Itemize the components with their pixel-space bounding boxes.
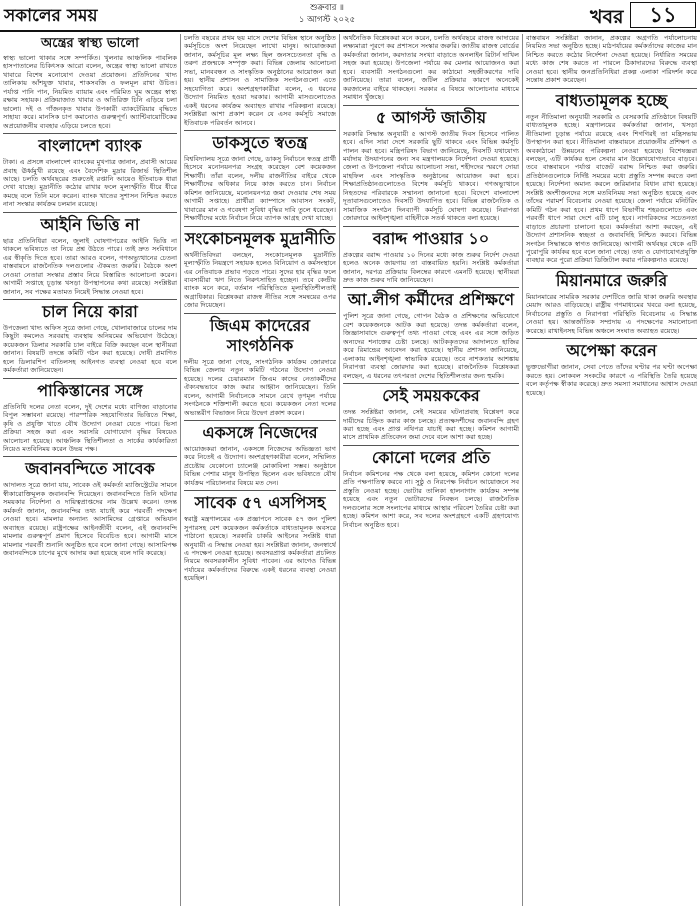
dateline (262, 2, 392, 26)
article-headline: সেই সময়ককের (343, 383, 519, 406)
page-number: ১১ (630, 2, 696, 28)
article-body: উপজেলা খাদ্য অফিস সূত্রে জানা গেছে, খোলাবাজারে চালের দাম কিছুটা কমলেও সরবরাহ ব্যবস্থায় অনিয়মের অভিযোগ উঠেছে। কয়েকজন ডিলার সরকারি চাল বাইরে বিক্রি করছেন বলে স্থানীয়রা জানান। বিষয়টি তদন্তে কমিটি গঠন করা হয়েছে। দোষী প্রমাণিত হলে ডিলারশিপ বাতিলসহ আইনগত ব্যবস্থা নেওয়া হবে বলে কর্মকর্তারা জানিয়েছেন। (3, 323, 177, 375)
article-body: প্রকল্পের বরাদ্দ পাওয়ার ১০ দিনের মধ্যে কাজ শুরুর নির্দেশ দেওয়া হলেও অনেক জায়গায় তা বাস্তবায়িত হয়নি। সংশ্লিষ্ট কর্মকর্তারা জানান, দরপত্র প্রক্রিয়ায় বিলম্বের কারণে এমনটি হয়েছে। স্থানীয়রা দ্রুত কাজ শুরুর দাবি জানিয়েছেন। (343, 250, 519, 284)
article-body: বাস্তবায়ন সংশ্লিষ্টরা জানান, প্রকল্পের অগ্রগতি পর্যালোচনায় নিয়মিত সভা অনুষ্ঠিত হচ্ছে। মাঠপর্যায়ের কর্মকর্তাদের কাজের মান নিশ্চিত করতে কঠোর নির্দেশনা দেওয়া হয়েছে। নির্ধারিত সময়ের মধ্যে কাজ শেষ করতে না পারলে ঠিকাদারদের বিরুদ্ধে ব্যবস্থা নেওয়া হবে। স্থানীয় জনপ্রতিনিধিরা প্রকল্প এলাকা পরিদর্শন করে সন্তোষ প্রকাশ করেছেন। (526, 34, 697, 85)
article-body: টাকা। এ প্রসঙ্গে বাংলাদেশ ব্যাংকের মুখপাত্র জানান, প্রবাসী আয়ের প্রবাহ ঊর্ধ্বমুখী রয়েছে এবং বৈদেশিক মুদ্রার রিজার্ভ স্থিতিশীল আছে। চলতি অর্থবছরের শুরুতেই রপ্তানি আয়েও ইতিবাচক ধারা দেখা যাচ্ছে। মুদ্রানীতি কঠোর রাখার ফলে মূল্যস্ফীতি ধীরে ধীরে কমছে বলে তিনি মনে করেন। ব্যাংক খাতের সুশাসন নিশ্চিত করতে নানা সংস্কার কার্যক্রম চলমান রয়েছে। (3, 158, 177, 209)
article-body: নির্বাচন কমিশনের পক্ষ থেকে বলা হয়েছে, কমিশন কোনো দলের প্রতি পক্ষপাতিত্ব করবে না। সুষ্ঠু ও নিরপেক্ষ নির্বাচন আয়োজনে সব প্রস্তুতি নেওয়া হচ্ছে। ভোটার তালিকা হালনাগাদ কার্যক্রম সম্পন্ন হয়েছে এবং নতুন ভোটারদের নিবন্ধন চলছে। রাজনৈতিক দলগুলোর সঙ্গে সংলাপের মাধ্যমে আস্থার পরিবেশ তৈরির চেষ্টা করা হচ্ছে। কমিশন আশা করে, সব দলের অংশগ্রহণে একটি গ্রহণযোগ্য নির্বাচন অনুষ্ঠিত হবে। (343, 469, 519, 529)
article-headline: ডাকসুতে স্বতন্ত্র (184, 130, 336, 153)
article-headline: পাকিস্তানের সঙ্গে (3, 378, 177, 401)
article-body: প্রতিনিধি দলের নেতা বলেন, দুই দেশের মধ্যে বাণিজ্য বাড়ানোর বিপুল সম্ভাবনা রয়েছে। পারস্পরিক সহযোগিতার ভিত্তিতে শিক্ষা, কৃষি ও প্রযুক্তি খাতে যৌথ উদ্যোগ নেওয়া যেতে পারে। ভিসা প্রক্রিয়া সহজ করা এবং সরাসরি যোগাযোগ বৃদ্ধির বিষয়েও আলোচনা হয়েছে। আঞ্চলিক স্থিতিশীলতা ও সার্কের কার্যকারিতা নিয়েও মতবিনিময় করেন উভয় পক্ষ। (3, 402, 177, 453)
article-body: বিশ্ববিদ্যালয় সূত্রে জানা গেছে, ডাকসু নির্বাচনে স্বতন্ত্র প্রার্থী হিসেবে মনোনয়নপত্র সংগ্রহ করেছেন বেশ কয়েকজন শিক্ষার্থী। তাঁরা বলেন, দলীয় রাজনীতির বাইরে থেকে শিক্ষার্থীদের অধিকার নিয়ে কাজ করতে চান। নির্বাচন কমিশন জানিয়েছে, মনোনয়নপত্র জমা দেওয়ার শেষ সময় আগামী সপ্তাহে। প্রার্থীরা ক্যাম্পাসে আবাসন সংকট, খাবারের মান ও গবেষণা সুবিধা বৃদ্ধির দাবি তুলে ধরেছেন। শিক্ষার্থীদের মধ্যে নির্বাচন নিয়ে ব্যাপক আগ্রহ দেখা যাচ্ছে। (184, 154, 336, 223)
news-article (526, 34, 697, 85)
article-headline: জবানবন্দিতে সাবেক (3, 456, 177, 479)
news-article (184, 420, 336, 487)
article-headline: কোনো দলের প্রতি (343, 445, 519, 468)
article-headline: বরাদ্দ পাওয়ার ১০ (343, 226, 519, 249)
column-3 (343, 34, 519, 906)
news-article (526, 88, 697, 265)
news-article (3, 36, 177, 130)
news-article (343, 226, 519, 285)
article-body: সরকারি সিদ্ধান্ত অনুযায়ী ৫ আগস্ট জাতীয় দিবস হিসেবে পালিত হবে। এদিন সারা দেশে সরকারি ছুটি থাকবে এবং বিভিন্ন কর্মসূচি পালন করা হবে। মন্ত্রিপরিষদ বিভাগ জানিয়েছে, দিবসটি যথাযোগ্য মর্যাদায় উদযাপনের জন্য সব মন্ত্রণালয়কে নির্দেশনা দেওয়া হয়েছে। জেলা ও উপজেলা পর্যায়ে আলোচনা সভা, শহীদদের স্মরণে দোয়া মাহফিল এবং সাংস্কৃতিক অনুষ্ঠানের আয়োজন করা হবে। শিক্ষাপ্রতিষ্ঠানগুলোতেও বিশেষ কর্মসূচি থাকবে। গণঅভ্যুত্থানে নিহতদের পরিবারকে সম্মাননা জানানো হবে। বিদেশে বাংলাদেশ দূতাবাসগুলোতেও দিবসটি উদযাপিত হবে। বিভিন্ন রাজনৈতিক ও সামাজিক সংগঠন দিনব্যাপী কর্মসূচি ঘোষণা করেছে। নিরাপত্তা জোরদারে আইনশৃঙ্খলা বাহিনীকে সতর্ক থাকতে বলা হয়েছে। (343, 129, 519, 223)
article-body: আয়োজকরা জানান, একসঙ্গে নিজেদের অভিজ্ঞতা ভাগ করে নিতেই এ উদ্যোগ। অংশগ্রহণকারীরা বলেন, সম্মিলিত প্রচেষ্টায় যেকোনো চ্যালেঞ্জ মোকাবিলা সম্ভব। অনুষ্ঠানে বিভিন্ন পেশার মানুষ উপস্থিত ছিলেন এবং ভবিষ্যতে যৌথ কার্যক্রম পরিচালনার বিষয়ে মত দেন। (184, 444, 336, 487)
news-article (343, 383, 519, 442)
article-headline: সাবেক ৫৭ এসপিসহ (184, 490, 336, 513)
article-headline: বাংলাদেশ ব্যাংক (3, 133, 177, 156)
article-body: দলীয় সূত্রে জানা গেছে, সাংগঠনিক কার্যক্রম জোরদারে বিভিন্ন জেলায় নতুন কমিটি গঠনের উদ্যোগ নেওয়া হয়েছে। দলের চেয়ারম্যান জিএম কাদের নেতাকর্মীদের ঐক্যবদ্ধভাবে কাজ করার আহ্বান জানিয়েছেন। তিনি বলেন, আগামী নির্বাচনকে সামনে রেখে তৃণমূল পর্যায়ে সংগঠনকে শক্তিশালী করতে হবে। কয়েকজন নেতা দলের অভ্যন্তরীণ বিভাজন নিয়ে উদ্বেগ প্রকাশ করেন। (184, 357, 336, 417)
masthead: সকালের সময় (4, 6, 98, 26)
news-article (3, 456, 177, 557)
news-article (3, 133, 177, 209)
article-body: চলতি বছরের প্রথম ছয় মাসে দেশের বিভিন্ন স্থানে অনুষ্ঠিত কর্মসূচিতে অংশ নিয়েছেন লাখো মানুষ। আয়োজকরা জানান, কর্মসূচির মূল লক্ষ্য ছিল জনসচেতনতা বৃদ্ধি ও তরুণ প্রজন্মকে সম্পৃক্ত করা। বিভিন্ন জেলায় আলোচনা সভা, মানববন্ধন ও সাংস্কৃতিক অনুষ্ঠানের আয়োজন করা হয়। স্থানীয় প্রশাসন ও সামাজিক সংগঠনগুলো এতে সহযোগিতা করে। অংশগ্রহণকারীরা বলেন, এ ধরনের উদ্যোগ নিয়মিত হওয়া দরকার। আগামী মাসগুলোতেও একই ধরনের কার্যক্রম অব্যাহত রাখার পরিকল্পনা রয়েছে। সংশ্লিষ্টরা আশা প্রকাশ করেন যে এসব কর্মসূচি সমাজে ইতিবাচক পরিবর্তন আনবে। (184, 34, 336, 127)
article-headline: বাধ্যতামূলক হচ্ছে (526, 88, 697, 111)
day-label: শুক্রবার ॥ (310, 3, 344, 13)
news-article (526, 268, 697, 335)
news-article (184, 130, 336, 223)
news-article (184, 34, 336, 127)
header-rule (0, 30, 700, 32)
news-article (343, 34, 519, 102)
news-article (343, 105, 519, 223)
news-article (343, 445, 519, 529)
article-body: অর্থনৈতিক বিশ্লেষকরা মনে করেন, চলতি অর্থবছরে রাজস্ব আদায়ের লক্ষ্যমাত্রা পূরণে কর প্রশাসনে সংস্কার জরুরি। জাতীয় রাজস্ব বোর্ডের কর্মকর্তারা জানান, করদাতার সংখ্যা বাড়াতে অনলাইন রিটার্ন দাখিল সহজ করা হয়েছে। উপজেলা পর্যায়ে কর মেলার আয়োজনও করা হবে। ব্যবসায়ী সংগঠনগুলো কর কাঠামো সহজীকরণের দাবি জানিয়েছে। তারা বলেন, জটিল প্রক্রিয়ার কারণে অনেকেই করজালের বাইরে থাকছেন। সরকার এ বিষয়ে আলোচনার মাধ্যমে সমাধান খুঁজছে। (343, 34, 519, 102)
article-body: মিয়ানমারের সামরিক সরকার দেশটিতে জারি থাকা জরুরি অবস্থার মেয়াদ আরও বাড়িয়েছে। রাষ্ট্রীয় গণমাধ্যমের খবরে বলা হয়েছে, নির্বাচনের প্রস্তুতি ও নিরাপত্তা পরিস্থিতি বিবেচনায় এ সিদ্ধান্ত নেওয়া হয়। আন্তর্জাতিক সম্প্রদায় এ পদক্ষেপের সমালোচনা করেছে। রাখাইনসহ বিভিন্ন অঞ্চলে সংঘাত অব্যাহত রয়েছে। (526, 292, 697, 335)
article-body: আদালত সূত্রে জানা যায়, সাবেক ওই কর্মকর্তা ম্যাজিস্ট্রেটের সামনে স্বীকারোক্তিমূলক জবানবন্দি দিয়েছেন। জবানবন্দিতে তিনি ঘটনার সময়কার নির্দেশনা ও দায়িত্বপ্রাপ্তদের নাম উল্লেখ করেন। তদন্ত কর্মকর্তা জানান, জবানবন্দির তথ্য যাচাই করে পরবর্তী পদক্ষেপ নেওয়া হবে। মামলার অন্যান্য আসামিদের গ্রেপ্তারে অভিযান অব্যাহত রয়েছে। রাষ্ট্রপক্ষের আইনজীবী বলেন, এই জবানবন্দি মামলার গুরুত্বপূর্ণ প্রমাণ হিসেবে বিবেচিত হবে। আগামী মাসে মামলার পরবর্তী শুনানি অনুষ্ঠিত হবে বলে জানা গেছে। আসামিপক্ষ জবানবন্দিকে চাপের মুখে আদায় করা হয়েছে বলে দাবি করেছে। (3, 481, 177, 558)
column-divider (522, 34, 523, 906)
news-article (184, 313, 336, 417)
article-headline: একসঙ্গে নিজেদের (184, 420, 336, 443)
column-divider (180, 34, 181, 906)
news-article (3, 378, 177, 454)
article-headline: ৫ আগস্ট জাতীয় (343, 105, 519, 128)
article-headline: জিএম কাদেরের সাংগঠনিক (184, 313, 336, 356)
column-1 (3, 34, 177, 906)
news-article (343, 287, 519, 380)
news-article (184, 226, 336, 310)
article-body: পুলিশ সূত্রে জানা গেছে, গোপন বৈঠক ও প্রশিক্ষণের অভিযোগে বেশ কয়েকজনকে আটক করা হয়েছে। তদন্ত কর্মকর্তারা বলেন, জিজ্ঞাসাবাদে গুরুত্বপূর্ণ তথ্য পাওয়া গেছে এবং এর সঙ্গে জড়িত অন্যদের শনাক্তের চেষ্টা চলছে। আটককৃতদের আদালতে হাজির করে রিমান্ডের আবেদন করা হয়েছে। স্থানীয় প্রশাসন জানিয়েছে, এলাকায় আইনশৃঙ্খলা স্বাভাবিক রয়েছে। তবে নাশকতার আশঙ্কায় নিরাপত্তা ব্যবস্থা জোরদার করা হয়েছে। রাজনৈতিক বিশ্লেষকরা বলছেন, এ ধরনের তৎপরতা দেশের স্থিতিশীলতার জন্য হুমকি। (343, 312, 519, 380)
news-article (184, 490, 336, 583)
article-headline: সংকোচনমূলক মুদ্রানীতি (184, 226, 336, 249)
news-article (526, 338, 697, 397)
article-headline: আ.লীগ কর্মীদের প্রশিক্ষণে (343, 287, 519, 310)
article-body: ভুক্তভোগীরা জানান, সেবা পেতে তাঁদের ঘণ্টার পর ঘণ্টা অপেক্ষা করতে হয়। লোকবল সংকটের কারণে এ পরিস্থিতি তৈরি হয়েছে বলে কর্তৃপক্ষ স্বীকার করেছে। দ্রুত সমস্যা সমাধানের আশ্বাস দেওয়া হয়েছে। (526, 363, 697, 397)
column-2 (184, 34, 336, 906)
article-headline: আইনি ভিত্তি না (3, 212, 177, 235)
article-body: নতুন নীতিমালা অনুযায়ী সরকারি ও বেসরকারি প্রতিষ্ঠানে বিষয়টি বাধ্যতামূলক হচ্ছে। মন্ত্রণালয়ের কর্মকর্তারা জানান, খসড়া নীতিমালা চূড়ান্ত পর্যায়ে রয়েছে এবং শিগগিরই তা মন্ত্রিসভায় উপস্থাপন করা হবে। নীতিমালা বাস্তবায়নে প্রয়োজনীয় প্রশিক্ষণ ও অবকাঠামো উন্নয়নের পরিকল্পনা নেওয়া হয়েছে। বিশেষজ্ঞরা বলছেন, এটি কার্যকর হলে সেবার মান উল্লেখযোগ্যভাবে বাড়বে। তবে বাস্তবায়নে পর্যাপ্ত বাজেট বরাদ্দ নিশ্চিত করা জরুরি। প্রতিষ্ঠানগুলোকে নির্দিষ্ট সময়ের মধ্যে প্রস্তুতি সম্পন্ন করতে বলা হয়েছে। নির্দেশনা অমান্য করলে জরিমানার বিধান রাখা হয়েছে। সংশ্লিষ্ট অংশীজনদের সঙ্গে মতবিনিময় সভা অনুষ্ঠিত হয়েছে এবং তাঁদের পরামর্শ বিবেচনায় নেওয়া হয়েছে। জেলা পর্যায়ে মনিটরিং কমিটি গঠন করা হবে। প্রথম ধাপে বিভাগীয় শহরগুলোতে এবং পরবর্তী ধাপে সারা দেশে এটি চালু হবে। নাগরিকদের সচেতনতা বাড়াতে প্রচারণা চালানো হবে। কর্মকর্তারা আশা করছেন, এই উদ্যোগ প্রশাসনিক স্বচ্ছতা ও জবাবদিহি নিশ্চিত করবে। বিভিন্ন সংগঠন সিদ্ধান্তকে স্বাগত জানিয়েছে। আগামী অর্থবছর থেকে এটি পুরোপুরি কার্যকর হবে বলে জানা গেছে। তথ্য ও যোগাযোগপ্রযুক্তি ব্যবহার করে পুরো প্রক্রিয়া ডিজিটাল করার পরিকল্পনাও রয়েছে। (526, 112, 697, 265)
article-headline: অপেক্ষা করেন (526, 338, 697, 361)
article-headline: অন্ত্রের স্বাস্থ্য ভালো (41, 36, 139, 51)
column-divider (339, 34, 340, 906)
article-headline: মিয়ানমারে জরুরি (526, 268, 697, 291)
page-header (0, 0, 700, 30)
article-body: স্বরাষ্ট্র মন্ত্রণালয়ের এক প্রজ্ঞাপনে সাবেক ৫৭ জন পুলিশ সুপারসহ বেশ কয়েকজন কর্মকর্তাকে বাধ্যতামূলক অবসরে পাঠানো হয়েছে। সরকারি চাকরি আইনের সংশ্লিষ্ট ধারা অনুযায়ী এ সিদ্ধান্ত নেওয়া হয়। সংশ্লিষ্টরা জানান, জনস্বার্থে এ পদক্ষেপ নেওয়া হয়েছে। অবসরপ্রাপ্ত কর্মকর্তারা প্রচলিত নিয়মে অবসরকালীন সুবিধা পাবেন। এর আগেও বিভিন্ন পর্যায়ের কর্মকর্তাদের বিরুদ্ধে একই ধরনের ব্যবস্থা নেওয়া হয়েছিল। (184, 515, 336, 583)
column-4 (526, 34, 697, 906)
section-label: খবর (590, 6, 624, 28)
article-body: তদন্ত সংশ্লিষ্টরা জানান, সেই সময়ের ঘটনাপ্রবাহ বিশ্লেষণ করে দায়ীদের চিহ্নিত করার কাজ চলছে। প্রত্যক্ষদর্শীদের জবানবন্দি গ্রহণ করা হচ্ছে এবং প্রাপ্ত নথিপত্র যাচাই করা হচ্ছে। কমিশন আগামী মাসে প্রাথমিক প্রতিবেদন জমা দেবে বলে আশা করা হচ্ছে। (343, 408, 519, 442)
date-label: ১ আগস্ট ২০২৫ (298, 15, 356, 25)
article-body: স্বাস্থ্য ভালো থাকার সঙ্গে সম্পর্কিত। খুলনার আঞ্চলিক পাবলিক হাসপাতালের চিকিৎসক আরো বলেন, অন্ত্রের স্বাস্থ্য ভালো রাখতে খাবারে বিশেষ মনোযোগ দেওয়া প্রয়োজন। প্রতিদিনের খাদ্য তালিকায় আঁশযুক্ত খাবার, শাকসবজি ও ফলমূল রাখা উচিত। পর্যাপ্ত পানি পান, নিয়মিত ব্যায়াম এবং পরিমিত ঘুম অন্ত্রের স্বাস্থ্য রক্ষায় সহায়ক। প্রক্রিয়াজাত খাবার ও অতিরিক্ত চিনি এড়িয়ে চলা ভালো। দই ও গাঁজনকৃত খাবার উপকারী ব্যাকটেরিয়ার বৃদ্ধিতে সাহায্য করে। মানসিক চাপ কমানোও গুরুত্বপূর্ণ। অ্যান্টিবায়োটিকের অপ্রয়োজনীয় ব্যবহার এড়িয়ে চলতে হবে। (3, 54, 177, 130)
news-article (3, 212, 177, 296)
article-headline: চাল নিয়ে কারা (3, 299, 177, 322)
news-article (3, 299, 177, 375)
article-body: অর্থনীতিবিদরা বলছেন, সংকোচনমূলক মুদ্রানীতি মূল্যস্ফীতি নিয়ন্ত্রণে সহায়ক হলেও বিনিয়োগ ও কর্মসংস্থানে এর নেতিবাচক প্রভাব পড়তে পারে। সুদের হার বৃদ্ধির ফলে ব্যবসায়ীরা ঋণ নিতে নিরুৎসাহিত হচ্ছেন। তবে কেন্দ্রীয় ব্যাংক মনে করে, বর্তমান পরিস্থিতিতে মূল্যস্থিতিশীলতাই অগ্রাধিকার। বিশ্লেষকরা রাজস্ব নীতির সঙ্গে সমন্বয়ের ওপর জোর দিয়েছেন। (184, 250, 336, 310)
article-body: ছাত্র প্রতিনিধিরা বলেন, জুলাই ঘোষণাপত্রের আইনি ভিত্তি না থাকলে ভবিষ্যতে তা নিয়ে প্রশ্ন উঠতে পারে। তাই দ্রুত সংবিধানে এর স্বীকৃতি দিতে হবে। তারা আরও বলেন, গণঅভ্যুত্থানের চেতনা বাস্তবায়নে রাজনৈতিক দলগুলোর ঐকমত্য জরুরি। বৈঠকে অংশ নেওয়া নেতারা সংস্কার প্রস্তাব নিয়ে বিস্তারিত আলোচনা করেন। আগামী সপ্তাহে চূড়ান্ত খসড়া উপস্থাপনের কথা রয়েছে। সংশ্লিষ্টরা জানান, সব পক্ষের মতামত নিয়েই সিদ্ধান্ত নেওয়া হবে। (3, 236, 177, 296)
